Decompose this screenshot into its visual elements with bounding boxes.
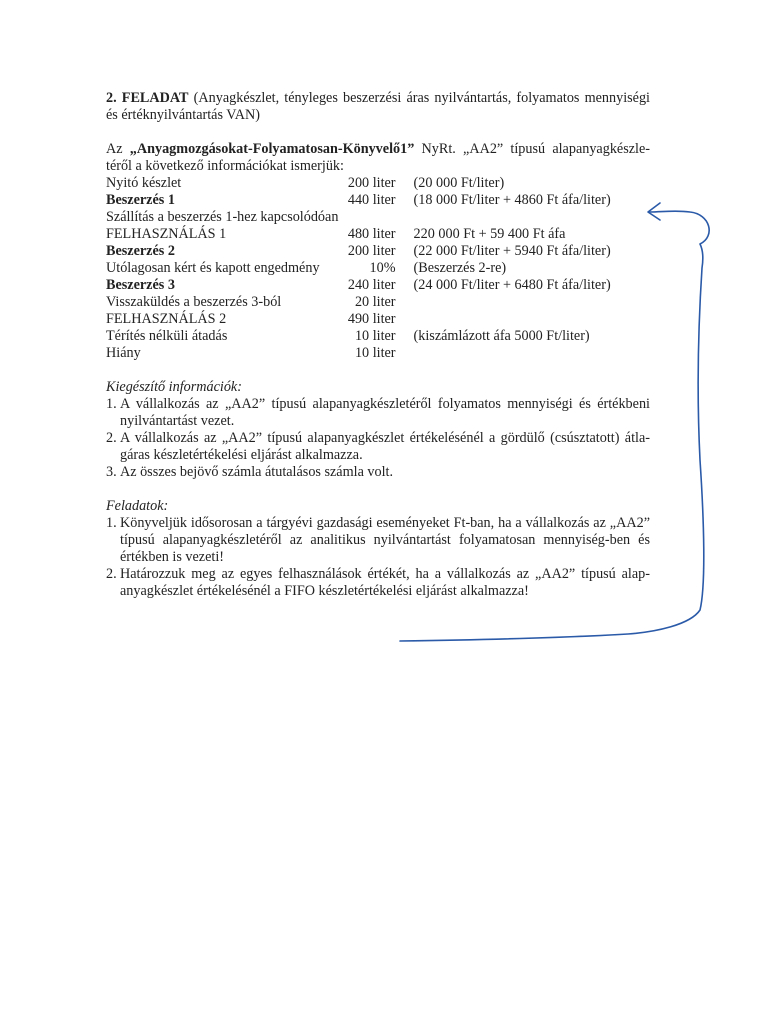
- inventory-item-quantity: 480 liter: [347, 226, 396, 242]
- inventory-item-quantity: 20 liter: [354, 294, 396, 310]
- inventory-item-quantity: 440 liter: [347, 192, 396, 208]
- task-item-number: 2.: [106, 566, 117, 582]
- task-item-number: 1.: [106, 515, 117, 531]
- inventory-item-label: FELHASZNÁLÁS 2: [106, 311, 227, 327]
- inventory-item-note: (18 000 Ft/liter + 4860 Ft áfa/liter): [413, 192, 611, 208]
- inventory-item-note: (Beszerzés 2-re): [413, 260, 507, 276]
- inventory-item-label: Beszerzés 3: [106, 277, 175, 293]
- inventory-item-note: (20 000 Ft/liter): [413, 175, 505, 191]
- task-item-text: Határozzuk meg az egyes felhasználások értékét, ha a vállalkozás az „AA2” típusú alap-anyagkészlet értékelésénél a FIFO készletértékelési eljárást alkalmazza!: [120, 566, 650, 599]
- inventory-item-note: (22 000 Ft/liter + 5940 Ft áfa/liter): [413, 243, 611, 259]
- inventory-item-label: Beszerzés 1: [106, 192, 175, 208]
- inventory-item-label: FELHASZNÁLÁS 1: [106, 226, 227, 242]
- supplementary-item-number: 2.: [106, 430, 117, 446]
- inventory-item-quantity: 490 liter: [347, 311, 396, 327]
- inventory-item-label: Nyitó készlet: [106, 175, 182, 191]
- task-item-text: Könyveljük idősorosan a tárgyévi gazdasági eseményeket Ft-ban, ha a vállalkozás az „AA2” típusú alapanyagkészletéről az analitikus nyilvántartást folyamatosan mennyiség-ben és értékben is vezeti!: [120, 515, 650, 565]
- inventory-item-note: (24 000 Ft/liter + 6480 Ft áfa/liter): [413, 277, 611, 293]
- supplementary-item-text: Az összes bejövő számla átutalásos számla volt.: [120, 464, 394, 480]
- supplementary-item-number: 1.: [106, 396, 117, 412]
- inventory-item-quantity: 200 liter: [347, 243, 396, 259]
- supplementary-item-number: 3.: [106, 464, 117, 480]
- inventory-item-quantity: 10 liter: [354, 345, 396, 361]
- task-subtitle: (Anyagkészlet, tényleges beszerzési áras nyilvántartás, folyamatos mennyiségi és értéknyilvántartás VAN): [106, 90, 650, 123]
- inventory-item-label: Visszaküldés a beszerzés 3-ból: [106, 294, 282, 310]
- inventory-item-quantity: 200 liter: [347, 175, 396, 191]
- inventory-item-note: 220 000 Ft + 59 400 Ft áfa: [413, 226, 566, 242]
- task-number: 2. FELADAT: [106, 90, 189, 106]
- inventory-item-label: Szállítás a beszerzés 1-hez kapcsolódóan: [106, 209, 339, 225]
- inventory-item-quantity: 10 liter: [354, 328, 396, 344]
- inventory-item-quantity: 240 liter: [347, 277, 396, 293]
- inventory-item-label: Utólagosan kért és kapott engedmény: [106, 260, 320, 276]
- intro-paragraph: Az „Anyagmozgásokat-Folyamatosan-Könyvelő1” NyRt. „AA2” típusú alapanyagkészle-téről a következő információkat ismerjük:: [106, 141, 650, 174]
- inventory-item-label: Beszerzés 2: [106, 243, 175, 259]
- inventory-item-label: Térítés nélküli átadás: [106, 328, 228, 344]
- inventory-item-quantity: 10%: [369, 260, 396, 276]
- inventory-item-label: Hiány: [106, 345, 141, 361]
- tasks-title: Feladatok:: [106, 498, 169, 514]
- supplementary-item-text: A vállalkozás az „AA2” típusú alapanyagkészlet értékelésénél a gördülő (csúsztatott) átla-gáras készletértékelési eljárást alkalmazza.: [120, 430, 650, 463]
- inventory-item-note: (kiszámlázott áfa 5000 Ft/liter): [413, 328, 590, 344]
- supplementary-title: Kiegészítő információk:: [106, 379, 242, 395]
- company-name: „Anyagmozgásokat-Folyamatosan-Könyvelő1”: [129, 141, 415, 157]
- supplementary-item-text: A vállalkozás az „AA2” típusú alapanyagkészletéről folyamatos mennyiségi és értékbeni nyilvántartást vezet.: [120, 396, 650, 429]
